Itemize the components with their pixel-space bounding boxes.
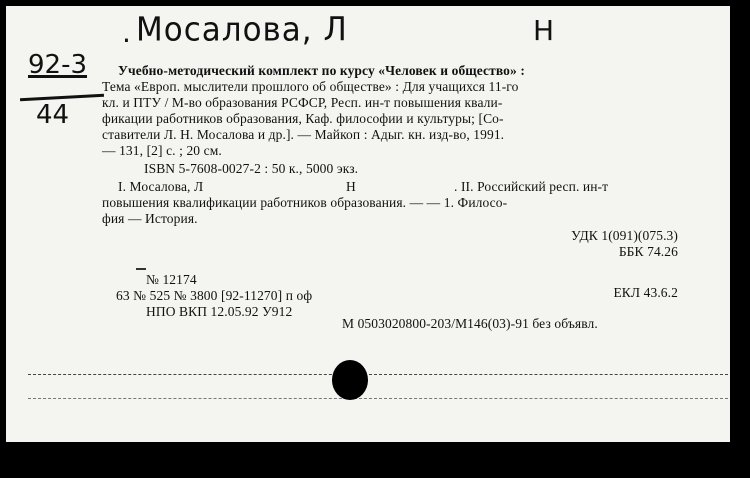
catalog-card [6, 6, 730, 442]
record-number: № 12174 [146, 272, 197, 287]
record-entry-institution: . II. Российский респ. ин-т [454, 179, 609, 194]
record-line-4: фикации работников образования, Каф. философии и культуры; [Со- [102, 111, 504, 126]
record-line-5: ставители Л. Н. Мосалова и др.]. — Майкоп : Адыг. кн. изд-во, 1991. [102, 127, 505, 142]
record-isbn: ISBN 5-7608-0027-2 : 50 к., 5000 экз. [144, 161, 359, 176]
handwritten-call-number-bottom: 44 [36, 100, 70, 130]
punch-hole [332, 360, 368, 400]
record-entry-initial: Н [346, 179, 356, 194]
record-line-9: повышения квалификации работников образования. — — 1. Филосо- [102, 195, 508, 210]
record-entry-author: I. Мосалова, Л [118, 179, 204, 194]
record-ekl: ЕКЛ 43.6.2 [613, 285, 678, 300]
divider-rule [28, 374, 728, 376]
small-dash [136, 268, 146, 270]
record-line-2: Тема «Европ. мыслители прошлого об обществе» : Для учащихся 11-го [102, 79, 519, 94]
record-order-line: 63 № 525 № 3800 [92-11270] п оф [116, 288, 313, 303]
divider-rule-lower [28, 398, 728, 400]
handwritten-dot: . [122, 16, 131, 49]
record-npo: НПО ВКП 12.05.92 У912 [146, 304, 293, 319]
record-line-3: кл. и ПТУ / М-во образования РСФСР, Респ. ин-т повышения квали- [102, 95, 503, 110]
handwritten-initial: Н [533, 14, 555, 47]
record-bbk: ББК 74.26 [618, 244, 678, 259]
record-title-line-1: Учебно-методический комплект по курсу «Человек и общество» : [118, 63, 525, 78]
record-line-6: — 131, [2] с. ; 20 см. [102, 143, 222, 158]
record-udk: УДК 1(091)(075.3) [571, 228, 678, 243]
handwritten-call-number-top: 92-3 [28, 50, 88, 80]
record-code: М 0503020800-203/М146(03)-91 без объявл. [342, 316, 598, 331]
handwritten-author-name: Мосалова, Л [136, 11, 348, 49]
record-line-10: фия — История. [102, 211, 198, 226]
